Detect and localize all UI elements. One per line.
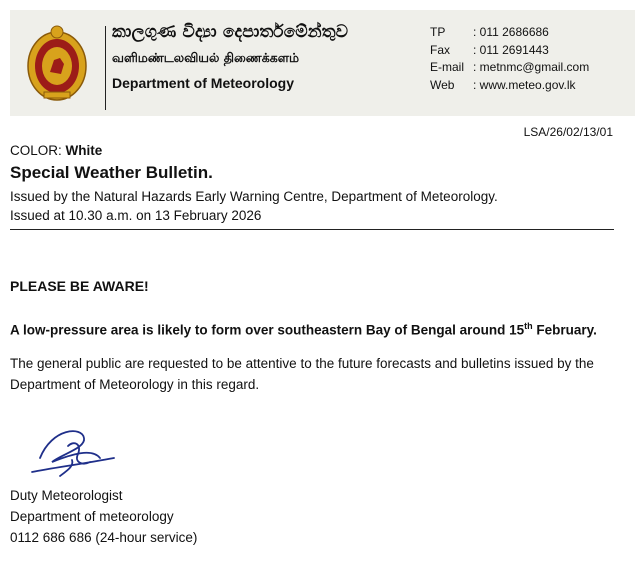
bulletin-title: Special Weather Bulletin.: [10, 163, 213, 182]
issued-at: Issued at 10.30 a.m. on 13 February 2026: [10, 208, 262, 223]
contact-email: [430, 59, 589, 77]
sri-lanka-emblem-icon: [26, 24, 88, 104]
header-divider: [105, 26, 106, 110]
public-notice: The general public are requested to be attentive to the future forecasts and bulletins issued by the Department of Meteorology in this regard.: [10, 356, 594, 392]
color-label: COLOR:: [10, 143, 66, 158]
contact-web: [430, 77, 589, 95]
low-pressure-month: February.: [532, 322, 597, 338]
contact-label: Fax: [430, 42, 451, 57]
contact-value: : 011 2691443: [473, 42, 549, 57]
letterhead: [10, 10, 635, 116]
contact-label: TP: [430, 25, 446, 39]
color-code: [10, 143, 102, 158]
low-pressure-text: A low-pressure area is likely to form over southeastern Bay of Bengal around 15: [10, 322, 525, 338]
contact-value: : metnmc@gmail.com: [473, 60, 590, 74]
contact-details: [430, 24, 589, 94]
ordinal-suffix: th: [524, 321, 533, 331]
org-name-english: Department of Meteorology: [112, 75, 295, 91]
signature-image: [22, 418, 122, 488]
contact-tp: [430, 24, 589, 42]
signatory-phone: 0112 686 686 (24-hour service): [10, 530, 198, 545]
signatory-title: Duty Meteorologist: [10, 488, 123, 503]
contact-label: Web: [430, 77, 455, 92]
contact-value: : www.meteo.gov.lk: [473, 77, 576, 92]
contact-label: E-mail: [430, 60, 465, 74]
low-pressure-statement: [10, 321, 597, 338]
issued-by: Issued by the Natural Hazards Early Warning Centre, Department of Meteorology.: [10, 189, 498, 204]
org-name-tamil: வளிமண்டலவியல் திணைக்களம்: [112, 50, 300, 65]
color-value: White: [65, 143, 103, 158]
contact-fax: [430, 42, 589, 60]
divider-line: [10, 229, 614, 230]
org-name-sinhala: කාලගුණ විද්‍යා දෙපාර්තමේන්තුව: [112, 22, 349, 42]
reference-number: LSA/26/02/13/01: [523, 125, 613, 139]
organization-names: [112, 22, 422, 91]
signatory-department: Department of meteorology: [10, 509, 174, 524]
contact-value: : 011 2686686: [473, 25, 549, 39]
alert-heading: PLEASE BE AWARE!: [10, 278, 149, 294]
